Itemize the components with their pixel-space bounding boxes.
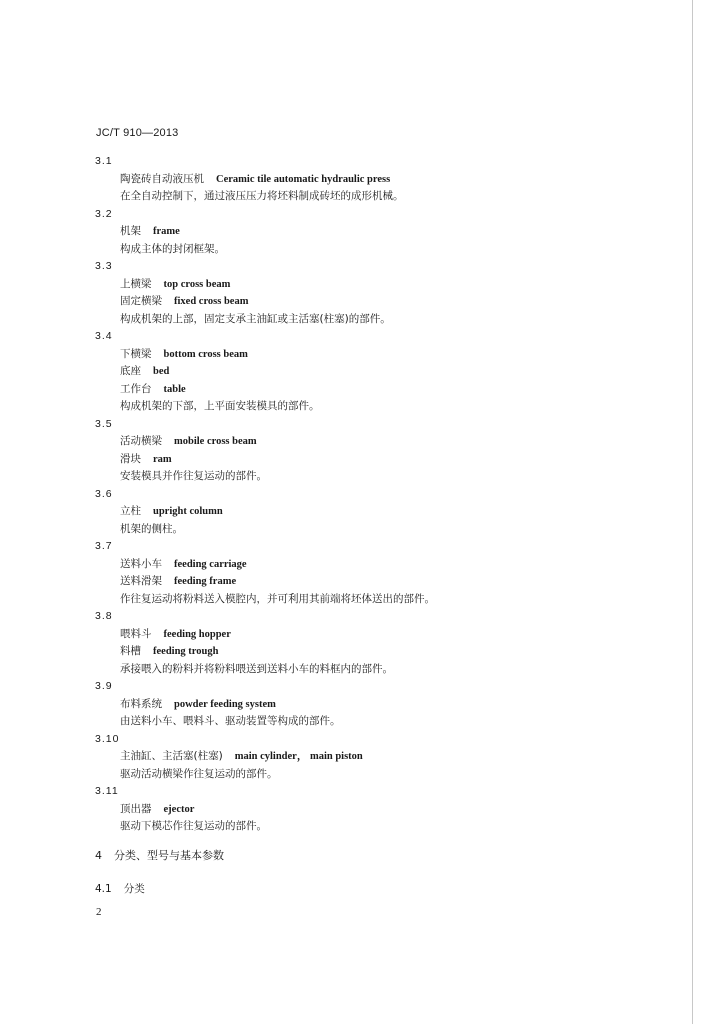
- clause: [0, 206, 690, 259]
- term-chinese: 上横梁: [120, 277, 152, 290]
- term-chinese: 下横梁: [120, 347, 152, 360]
- page-edge-line: [692, 0, 693, 1024]
- term-definition: 作往复运动将粉料送入模腔内，并可利用其前端将坯体送出的部件。: [120, 592, 435, 605]
- term-english: Ceramic tile automatic hydraulic press: [216, 173, 391, 185]
- term-english: frame: [153, 226, 180, 237]
- term-line: [120, 748, 690, 766]
- term-chinese: 立柱: [120, 505, 141, 517]
- clause: [0, 678, 690, 731]
- term-english: ram: [153, 453, 172, 465]
- term-line: [120, 626, 690, 644]
- term-english: bottom cross beam: [163, 348, 248, 360]
- term-chinese: 陶瓷砖自动液压机: [120, 172, 204, 185]
- term-line: [120, 293, 690, 311]
- term-english: ejector: [163, 803, 195, 815]
- term-english: feeding hopper: [163, 628, 231, 640]
- term-chinese: 主油缸、主活塞(柱塞): [120, 750, 223, 762]
- clause-number: 3.8: [95, 610, 113, 622]
- term-line: [120, 503, 690, 521]
- term-definition: 构成机架的上部，固定支承主油缸或主活塞(柱塞)的部件。: [120, 312, 391, 325]
- section-heading: [95, 847, 224, 863]
- term-english: upright column: [153, 506, 223, 517]
- term-chinese: 顶出器: [120, 802, 152, 815]
- clause-number: 3.7: [95, 540, 113, 552]
- clause-number: 3.11: [95, 785, 119, 797]
- clause: [0, 153, 690, 206]
- term-chinese: 喂料斗: [120, 627, 152, 640]
- clause-list: [0, 153, 690, 836]
- term-english: feeding frame: [174, 576, 237, 587]
- clause: [0, 731, 690, 784]
- term-chinese: 工作台: [120, 382, 152, 395]
- term-chinese: 送料小车: [120, 557, 162, 570]
- term-line: [120, 801, 690, 819]
- term-line: [120, 363, 690, 381]
- clause-number: 3.5: [95, 417, 113, 430]
- subsection-title: 分类: [123, 883, 145, 895]
- term-definition: 构成机架的下部，上平面安装模具的部件。: [120, 400, 320, 412]
- term-english: main cylinder， main piston: [234, 751, 363, 762]
- clause: [0, 783, 690, 836]
- clause: [0, 328, 690, 416]
- term-english: feeding trough: [153, 646, 219, 657]
- term-line: [120, 346, 690, 364]
- term-definition: 在全自动控制下，通过液压压力将坯料制成砖坯的成形机械。: [120, 190, 404, 202]
- term-line: [120, 381, 690, 399]
- clause-number: 3.4: [95, 330, 113, 342]
- term-line: [120, 696, 690, 714]
- term-definition: 机架的侧柱。: [120, 522, 183, 535]
- term-chinese: 送料滑架: [120, 575, 162, 587]
- term-chinese: 底座: [120, 365, 141, 377]
- clause: [0, 486, 690, 539]
- clause-number: 3.9: [95, 680, 113, 692]
- term-definition: 构成主体的封闭框架。: [120, 242, 225, 255]
- term-chinese: 活动横梁: [120, 435, 162, 447]
- term-line: [120, 573, 690, 591]
- term-english: table: [163, 383, 186, 395]
- subsection-number: 4.1: [95, 883, 112, 895]
- page-number: 2: [96, 906, 102, 918]
- clause-number: 3.2: [95, 207, 113, 220]
- term-line: [120, 171, 690, 189]
- term-line: [120, 433, 690, 451]
- term-line: [120, 643, 690, 661]
- clause-number: 3.6: [95, 487, 113, 500]
- term-definition: 由送料小车、喂料斗、驱动装置等构成的部件。: [120, 715, 341, 727]
- term-line: [120, 556, 690, 574]
- term-english: feeding carriage: [174, 558, 247, 570]
- term-definition: 驱动活动横梁作往复运动的部件。: [120, 767, 278, 780]
- term-english: fixed cross beam: [174, 296, 249, 307]
- term-definition: 驱动下模芯作往复运动的部件。: [120, 820, 267, 832]
- clause: [0, 416, 690, 486]
- term-chinese: 机架: [120, 225, 141, 237]
- term-english: top cross beam: [163, 278, 231, 290]
- subsection-heading: [95, 881, 145, 896]
- term-line: [120, 276, 690, 294]
- section-number: 4: [95, 849, 102, 862]
- clause: [0, 608, 690, 678]
- term-english: powder feeding system: [174, 698, 276, 710]
- standard-code: JC/T 910—2013: [96, 127, 179, 139]
- clause-number: 3.10: [95, 732, 120, 745]
- term-line: [120, 451, 690, 469]
- term-chinese: 布料系统: [120, 697, 162, 710]
- term-english: mobile cross beam: [174, 436, 257, 447]
- section-title: 分类、型号与基本参数: [114, 849, 224, 862]
- term-chinese: 料槽: [120, 645, 141, 657]
- term-line: [120, 223, 690, 241]
- term-chinese: 固定横梁: [120, 295, 162, 307]
- term-english: bed: [153, 366, 170, 377]
- clause: [0, 258, 690, 328]
- term-definition: 安装模具并作往复运动的部件。: [120, 470, 267, 482]
- term-definition: 承接喂入的粉料并将粉料喂送到送料小车的料框内的部件。: [120, 662, 393, 675]
- clause-number: 3.1: [95, 155, 113, 167]
- clause: [0, 538, 690, 608]
- term-chinese: 滑块: [120, 452, 141, 465]
- clause-number: 3.3: [95, 260, 113, 272]
